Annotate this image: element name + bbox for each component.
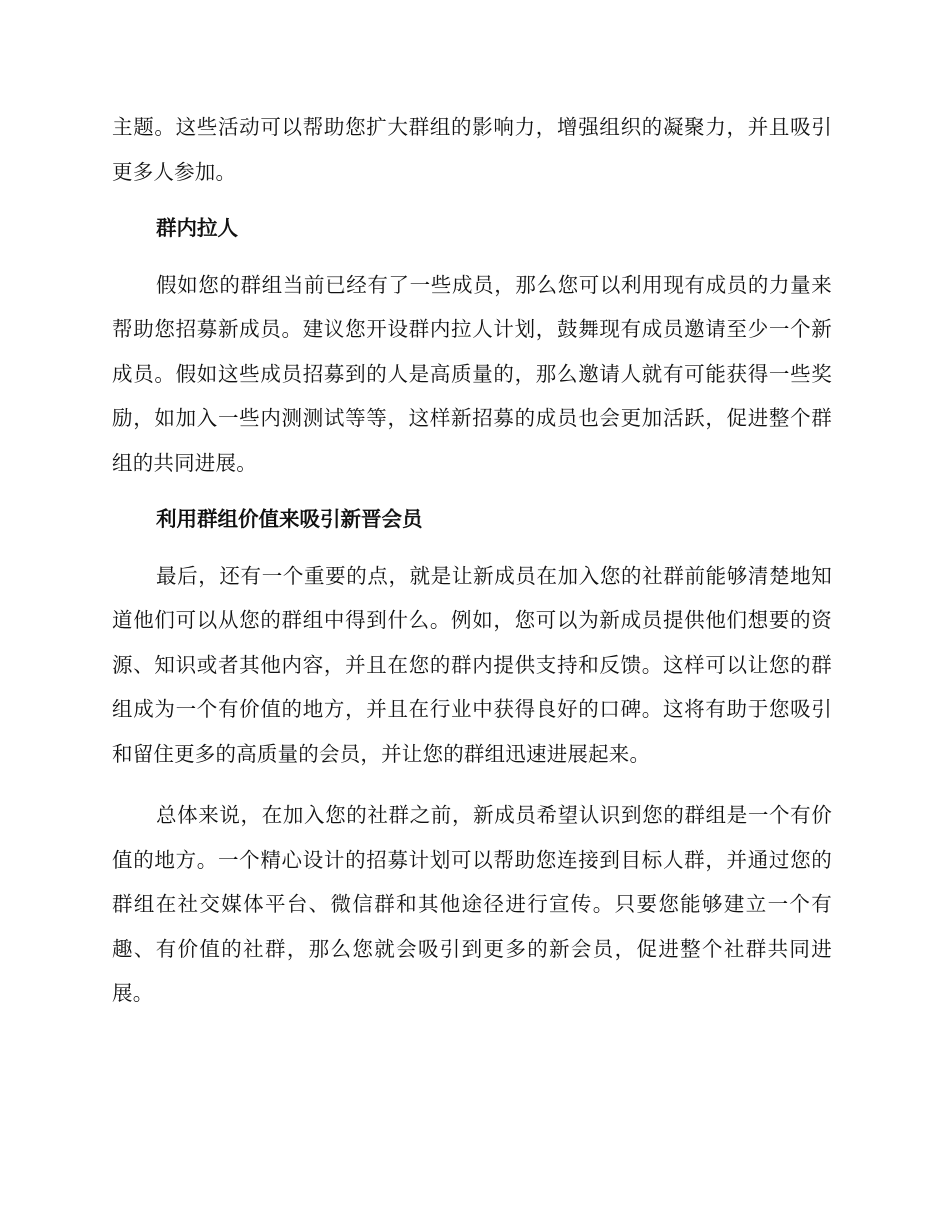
- document-page: [112, 105, 832, 1016]
- section-heading-group-referral: 群内拉人: [156, 216, 238, 240]
- paragraph-intro: 主题。这些活动可以帮助您扩大群组的影响力，增强组织的凝聚力，并且吸引更多人参加。: [112, 115, 832, 184]
- paragraph-group-value: 最后，还有一个重要的点，就是让新成员在加入您的社群前能够清楚地知道他们可以从您的群组中得到什么。例如，您可以为新成员提供他们想要的资源、知识或者其他内容，并且在您的群内提供支持和反馈。这样可以让您的群组成为一个有价值的地方，并且在行业中获得良好的口碑。这将有助于您吸引和留住更多的高质量的会员，并让您的群组迅速进展起来。: [112, 563, 832, 766]
- paragraph-conclusion: 总体来说，在加入您的社群之前，新成员希望认识到您的群组是一个有价值的地方。一个精心设计的招募计划可以帮助您连接到目标人群，并通过您的群组在社交媒体平台、微信群和其他途径进行宣传。只要您能够建立一个有趣、有价值的社群，那么您就会吸引到更多的新会员，促进整个社群共同进展。: [112, 803, 832, 1005]
- paragraph-group-referral: 假如您的群组当前已经有了一些成员，那么您可以利用现有成员的力量来帮助您招募新成员。建议您开设群内拉人计划，鼓舞现有成员邀请至少一个新成员。假如这些成员招募到的人是高质量的，那么邀请人就有可能获得一些奖励，如加入一些内测测试等等，这样新招募的成员也会更加活跃，促进整个群组的共同进展。: [112, 272, 832, 475]
- section-heading-group-value: 利用群组价值来吸引新晋会员: [156, 507, 423, 531]
